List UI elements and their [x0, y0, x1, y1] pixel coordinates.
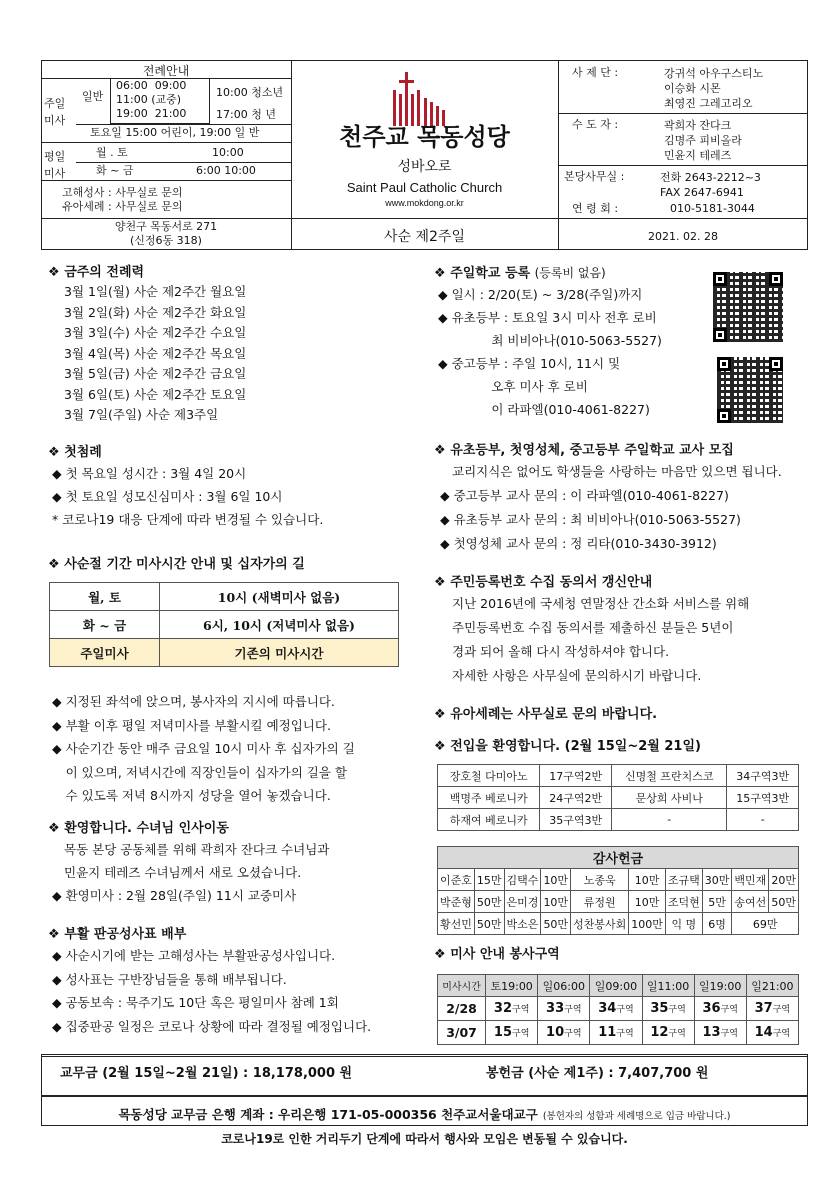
table-cell: 조덕현: [665, 891, 702, 913]
new-parishioners-title: ❖ 전입을 환영합니다. (2월 15일~2월 21일): [434, 739, 701, 754]
lent-row-time: 기존의 미사시간: [160, 639, 399, 667]
table-cell: 30만: [702, 869, 732, 891]
table-cell: 13구역: [694, 1021, 746, 1045]
nun-transfer-text: 목동 본당 공동체를 위해 곽희자 잔다크 수녀님과 민윤지 테레즈 수녀님께서 새로 오셨습니다.: [64, 842, 330, 880]
table-cell: 37구역: [746, 997, 798, 1021]
table-cell: 2/28: [438, 997, 486, 1021]
lent-row-day: 월, 토: [50, 583, 160, 611]
association-phone: 010-5181-3044: [670, 202, 755, 215]
covid-note: * 코로나19 대응 단계에 따라 변경될 수 있습니다.: [52, 512, 324, 527]
table-cell: 장호철 다미아노: [438, 765, 540, 787]
table-cell: 10만: [629, 891, 666, 913]
table-cell: 14구역: [746, 1021, 798, 1045]
resident-number-title: ❖ 주민등록번호 수집 동의서 갱신안내: [434, 575, 653, 590]
website: www.mokdong.or.kr: [385, 198, 464, 208]
address: 양천구 목동서로 271 (신정6동 318): [114, 220, 218, 247]
sunday-school-title: ❖ 주일학교 등록 (등록비 없음): [434, 266, 606, 281]
table-cell: 10만: [541, 869, 571, 891]
table-cell: 조규택: [665, 869, 702, 891]
patron-name: 성바오로: [397, 159, 452, 175]
clergy-label: 사 제 단 :: [572, 66, 619, 79]
table-cell: 노종욱: [571, 869, 629, 891]
lent-mass-title: ❖ 사순절 기간 미사시간 안내 및 십자가의 길: [48, 557, 305, 572]
teacher-contact-1: ◆ 중고등부 교사 문의 : 이 라파엘(010-4061-8227): [440, 488, 729, 503]
registration-period: ◆ 일시 : 2/20(토) ~ 3/28(주일)까지: [438, 287, 643, 302]
table-cell: 69만: [732, 913, 799, 935]
table-cell: 이준호: [438, 869, 475, 891]
church-logo: [380, 68, 460, 128]
infant-baptism-title: ❖ 유아세례는 사무실로 문의 바랍니다.: [434, 707, 658, 722]
table-cell: 15만: [474, 869, 504, 891]
thanksgiving-table: [437, 846, 799, 935]
liturgical-day: 사순 제2주일: [384, 229, 465, 245]
table-cell: 은미경: [504, 891, 541, 913]
table-cell: 36구역: [694, 997, 746, 1021]
table-cell: 백민재: [732, 869, 769, 891]
table-cell: 20만: [769, 869, 799, 891]
table-cell: 문상희 사비나: [611, 787, 727, 809]
table-cell: 12구역: [642, 1021, 694, 1045]
list-item: 3월 4일(목) 사순 제2주간 목요일: [64, 345, 247, 361]
table-cell: 10만: [629, 869, 666, 891]
first-saturday-info: ◆ 첫 토요일 성모신심미사 : 3월 6일 10시: [52, 489, 283, 504]
table-cell: 송여선: [732, 891, 769, 913]
association-label: 연 령 회 :: [572, 202, 619, 215]
lent-row-time: 6시, 10시 (저녁미사 없음): [160, 611, 399, 639]
table-cell: 백명주 베로니카: [438, 787, 540, 809]
table-header: 일21:00: [746, 975, 798, 997]
weekday-label: 평일 미사: [44, 150, 66, 180]
lent-row-time: 10시 (새벽미사 없음): [160, 583, 399, 611]
table-cell: 50만: [541, 913, 571, 935]
list-item: 3월 6일(토) 사순 제2주간 토요일: [64, 386, 247, 402]
clergy-list: 강귀석 아우구스티노 이승화 시몬 최영진 그레고리오: [664, 67, 764, 110]
table-cell: 하재여 베로니카: [438, 809, 540, 831]
table-header: 일06:00: [538, 975, 590, 997]
church-name-english: Saint Paul Catholic Church: [346, 180, 503, 195]
infant-baptism-info: 유아세례 : 사무실로 문의: [62, 200, 183, 213]
tithe-total: 교무금 (2월 15일~2월 21일) : 18,178,000 원: [60, 1066, 353, 1081]
bank-account: 목동성당 교무금 은행 계좌 : 우리은행 171-05-000356 천주교서울대교구 (봉헌자의 성함과 세례명으로 입금 바랍니다.): [118, 1107, 731, 1122]
table-cell: 24구역2반: [540, 787, 612, 809]
first-friday-title: ❖ 첫첨례: [48, 445, 102, 460]
liturgy-week-list: [48, 282, 428, 426]
sunday-times-main: 06:00 09:00 11:00 (교중) 19:00 21:00: [116, 79, 187, 120]
resident-number-text: 지난 2016년에 국세청 연말정산 간소화 서비스를 위해 주민등록번호 수집 동의서를 제출하신 분들은 5년이 경과 되어 올해 다시 작성하셔야 합니다. 자세한 사항은 사무실에 문의하시기 바랍니다.: [452, 596, 750, 683]
welcome-mass-info: ◆ 환영미사 : 2월 28일(주일) 11시 교중미사: [52, 888, 297, 903]
table-cell: 익 명: [665, 913, 702, 935]
list-item: 3월 1일(월) 사순 제2주간 월요일: [64, 284, 247, 299]
table-cell: 34구역3반: [727, 765, 799, 787]
table-cell: 황선민: [438, 913, 475, 935]
bulletin-date: 2021. 02. 28: [648, 230, 718, 243]
table-cell: 10구역: [538, 1021, 590, 1045]
lent-note-2: ◆ 부활 이후 평일 저녁미사를 부활시킬 예정입니다.: [52, 717, 331, 733]
table-cell: 50만: [474, 891, 504, 913]
mass-service-title: ❖ 미사 안내 봉사구역: [434, 947, 560, 962]
nuns-label: 수 도 자 :: [572, 118, 619, 131]
list-item: 3월 3일(수) 사순 제2주간 수요일: [64, 325, 247, 340]
weekday-row2-time: 6:00 10:00: [196, 164, 256, 177]
new-parishioners-table: [437, 764, 799, 831]
saturday-line: 토요일 15:00 어린이, 19:00 일 반: [90, 126, 260, 139]
first-thursday-info: ◆ 첫 목요일 성시간 : 3월 4일 20시: [52, 466, 247, 481]
list-item: 3월 2일(화) 사순 제2주간 화요일: [64, 304, 247, 320]
lent-row-day: 주일미사: [50, 639, 160, 667]
middle-high-registration: ◆ 중고등부 : 주일 10시, 11시 및 오후 미사 후 로비 이 라파엘(010-4061-8227): [438, 356, 650, 417]
confession-note-2: ◆ 성사표는 구반장님들을 통해 배부됩니다.: [52, 971, 287, 987]
covid-notice: 코로나19로 인한 거리두기 단계에 따라서 행사와 모임은 변동될 수 있습니다.: [221, 1132, 628, 1146]
weekday-row1-time: 10:00: [212, 146, 244, 159]
church-name: 천주교 목동성당: [339, 123, 510, 151]
table-cell: 신명철 프란치스코: [611, 765, 727, 787]
lent-note-3: ◆ 사순기간 동안 매주 금요일 10시 미사 후 십자가의 길 이 있으며, 저녁시간에 직장인들이 십자가의 길을 할 수 있도록 저녁 8시까지 성당을 열어 놓겠습니다.: [52, 741, 355, 803]
weekday-row2-days: 화 ~ 금: [96, 164, 134, 177]
office-phone: 전화 2643-2212~3 FAX 2647-6941: [660, 171, 761, 199]
table-cell: -: [611, 809, 727, 831]
confession-note-1: ◆ 사순시기에 받는 고해성사는 부활판공성사입니다.: [52, 948, 336, 963]
table-cell: 류정원: [571, 891, 629, 913]
table-cell: 김택수: [504, 869, 541, 891]
confession-note-3: ◆ 공동보속 : 묵주기도 10단 혹은 평일미사 참례 1회: [52, 995, 339, 1010]
confession-info: 고해성사 : 사무실로 문의: [62, 186, 183, 199]
table-header: 일09:00: [590, 975, 642, 997]
teacher-contact-3: ◆ 첫영성체 교사 문의 : 정 리타(010-3430-3912): [440, 536, 717, 551]
sunday-label: 주일 미사: [44, 97, 66, 127]
table-cell: 32구역: [486, 997, 538, 1021]
general-label: 일반: [82, 90, 104, 103]
teacher-contact-2: ◆ 유초등부 교사 문의 : 최 비비아나(010-5063-5527): [440, 512, 741, 527]
easter-confession-title: ❖ 부활 판공성사표 배부: [48, 927, 187, 942]
table-header: 일19:00: [694, 975, 746, 997]
table-cell: 33구역: [538, 997, 590, 1021]
table-cell: 박소은: [504, 913, 541, 935]
lent-row-day: 화 ~ 금: [50, 611, 160, 639]
nun-transfer-title: ❖ 환영합니다. 수녀님 인사이동: [48, 821, 229, 836]
table-cell: 15구역: [486, 1021, 538, 1045]
table-cell: 50만: [769, 891, 799, 913]
table-cell: 박준형: [438, 891, 475, 913]
thanksgiving-title: 감사헌금: [438, 847, 799, 869]
table-cell: 17구역2반: [540, 765, 612, 787]
table-header: 토19:00: [486, 975, 538, 997]
lent-mass-table: [49, 582, 399, 667]
elementary-registration: ◆ 유초등부 : 토요일 3시 미사 전후 로비 최 비비아나(010-5063-5527): [438, 310, 662, 348]
table-cell: 10만: [541, 891, 571, 913]
table-cell: 15구역3반: [727, 787, 799, 809]
table-cell: 50만: [474, 913, 504, 935]
liturgy-week-title: ❖ 금주의 전례력: [48, 265, 145, 280]
table-cell: 35구역3반: [540, 809, 612, 831]
confession-note-4: ◆ 집중판공 일정은 코로나 상황에 따라 결정될 예정입니다.: [52, 1018, 372, 1034]
list-item: 3월 7일(주일) 사순 제3주일: [64, 407, 219, 422]
table-cell: 5만: [702, 891, 732, 913]
nuns-list: 곽희자 잔다크 김명주 피비올라 민윤지 테레즈: [664, 119, 742, 162]
schedule-title: 전례안내: [142, 64, 190, 78]
table-cell: 3/07: [438, 1021, 486, 1045]
qr-code-icon: [717, 357, 783, 423]
table-cell: 100만: [629, 913, 666, 935]
mass-service-table: [437, 974, 799, 1045]
table-header: 일11:00: [642, 975, 694, 997]
weekday-row1-days: 월 . 토: [96, 146, 128, 159]
office-label: 본당사무실 :: [564, 170, 625, 183]
table-cell: 6명: [702, 913, 732, 935]
offering-total: 봉헌금 (사순 제1주) : 7,407,700 원: [486, 1066, 709, 1081]
sunday-times-youth: 10:00 청소년 17:00 청 년: [216, 86, 284, 121]
table-cell: 35구역: [642, 997, 694, 1021]
table-cell: 34구역: [590, 997, 642, 1021]
lent-note-1: ◆ 지정된 좌석에 앉으며, 봉사자의 지시에 따릅니다.: [52, 694, 335, 709]
table-header: 미사시간: [438, 975, 486, 997]
teacher-recruit-title: ❖ 유초등부, 첫영성체, 중고등부 주일학교 교사 모집: [434, 443, 734, 458]
table-cell: -: [727, 809, 799, 831]
table-cell: 11구역: [590, 1021, 642, 1045]
teacher-recruit-text: 교리지식은 없어도 학생들을 사랑하는 마음만 있으면 됩니다.: [452, 464, 782, 479]
qr-code-icon: [713, 272, 783, 342]
table-cell: 성찬봉사회: [571, 913, 629, 935]
list-item: 3월 5일(금) 사순 제2주간 금요일: [64, 366, 247, 381]
